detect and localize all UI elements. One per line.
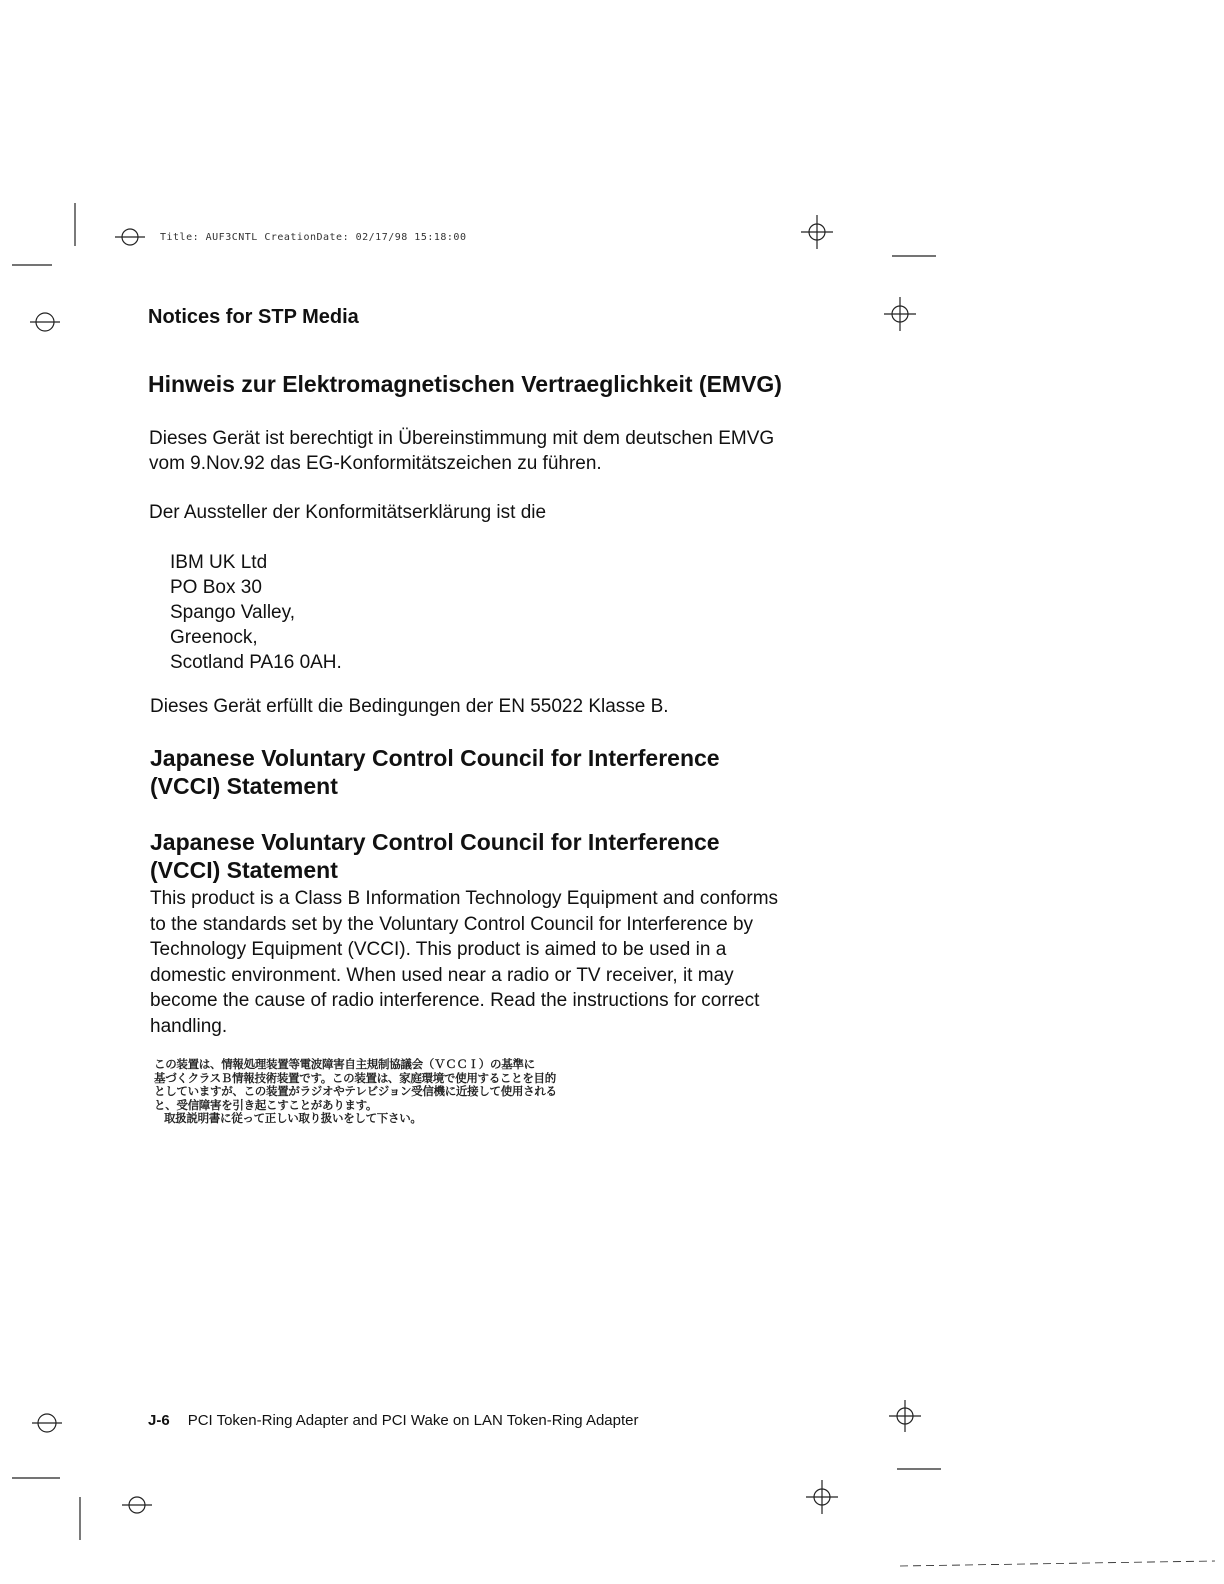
vcci-heading-first: Japanese Voluntary Control Council for Interference (VCCI) Statement (150, 745, 720, 799)
registration-mark-icon (30, 313, 60, 331)
address-line: Spango Valley, (170, 602, 295, 623)
japanese-line: としていますが、この装置がラジオやテレビジョン受信機に近接して使用される (154, 1084, 557, 1098)
japanese-line: と、受信障害を引き起こすことがあります。 (154, 1097, 378, 1112)
address-block (170, 550, 342, 675)
registration-mark-icon (889, 1400, 921, 1432)
address-line: PO Box 30 (170, 577, 262, 598)
footer-title: PCI Token-Ring Adapter and PCI Wake on LAN Token-Ring Adapter (187, 1412, 639, 1429)
japanese-line: 基づくクラスＢ情報技術装置です。この装置は、家庭環境で使用することを目的 (154, 1070, 556, 1085)
registration-mark-icon (801, 215, 833, 249)
page-footer (148, 1412, 639, 1429)
emvg-heading: Hinweis zur Elektromagnetischen Vertraeglichkeit (EMVG) (148, 371, 782, 397)
address-line: IBM UK Ltd (170, 552, 268, 573)
registration-mark-icon (32, 1414, 62, 1432)
vcci-paragraph: This product is a Class B Information Technology Equipment and conforms to the standards set by the Voluntary Control Council for Interference by Technology Equipment (VCCI). This product is aimed to be used in a domestic environment. When used near a radio or TV receiver, it may become the cause of radio interference. Read the instructions for correct handling. (150, 888, 779, 1037)
registration-mark-icon (806, 1480, 838, 1514)
japanese-line: 取扱説明書に従って正しい取り扱いをして下さい。 (164, 1111, 422, 1125)
japanese-line: この装置は、情報処理装置等電波障害自主規制協議会（ＶＣＣＩ）の基準に (154, 1057, 535, 1071)
page-number: J-6 (148, 1412, 170, 1429)
emvg-paragraph: Dieses Gerät ist berechtigt in Übereinstimmung mit dem deutschen EMVG vom 9.Nov.92 das EG-Konformitätszeichen zu führen. (149, 428, 775, 474)
vcci-heading: Japanese Voluntary Control Council for Interference (VCCI) Statement (150, 829, 720, 883)
registration-mark-icon (122, 1497, 152, 1513)
emvg-class-paragraph: Dieses Gerät erfüllt die Bedingungen der EN 55022 Klasse B. (150, 696, 669, 717)
japanese-vcci-statement (154, 1058, 694, 1126)
registration-mark-icon (115, 229, 145, 245)
registration-mark-icon (884, 297, 916, 331)
address-line: Scotland PA16 0AH. (170, 652, 342, 673)
creation-info: Title: AUF3CNTL CreationDate: 02/17/98 15:18:00 (160, 232, 467, 243)
address-line: Greenock, (170, 627, 258, 648)
section-label: Notices for STP Media (148, 306, 359, 328)
emvg-issuer-paragraph: Der Aussteller der Konformitätserklärung ist die (149, 502, 547, 523)
